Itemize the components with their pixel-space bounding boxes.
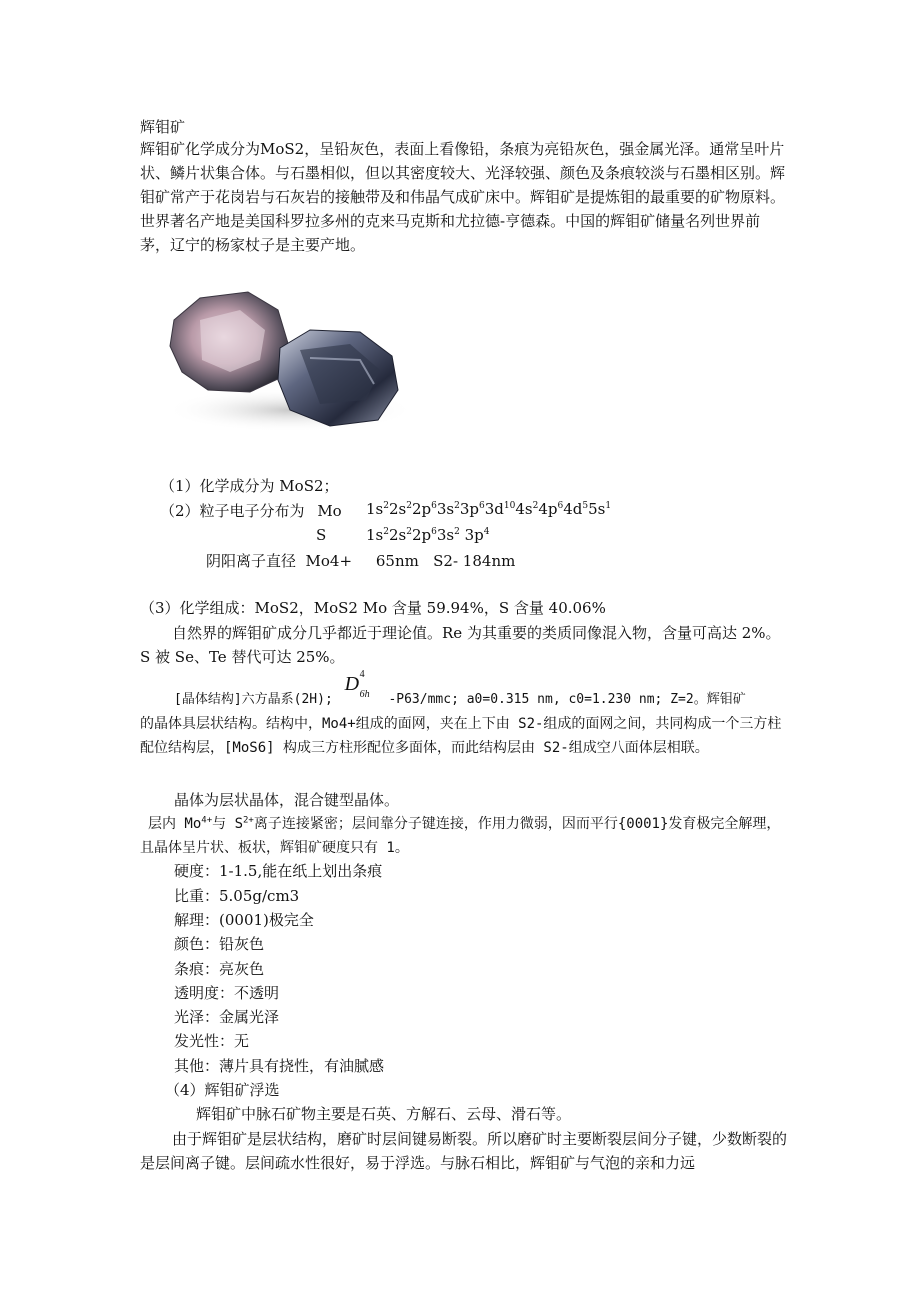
- mo-orbital: 3d: [484, 500, 504, 518]
- property-luminescence: 发光性：无: [174, 1032, 250, 1050]
- mo-label: Mo: [317, 502, 342, 520]
- mo-orbital-electrons: 2: [406, 501, 412, 511]
- item-electron-config: [160, 500, 612, 521]
- property-streak: 条痕：亮灰色: [174, 960, 265, 978]
- mo-orbital: 4s: [515, 500, 533, 518]
- property-other: 其他：薄片具有挠性，有油腻感: [174, 1057, 385, 1075]
- s-label: S: [316, 526, 327, 544]
- intro-paragraph: 辉钼矿化学成分为MoS2，呈铅灰色，表面上看像铅，条痕为亮铅灰色，强金属光泽。通常呈叶片状、鳞片状集合体。与石墨相似，但以其密度较大、光泽较强、颜色及条痕较淡与石墨相区别。辉钼矿常产于花岗岩与石灰岩的接触带及和伟晶气成矿床中。辉钼矿是提炼钼的最重要的矿物原料。世界著名产地是美国科罗拉多州的克来马克斯和尤拉德-亨德森。中国的辉钼矿储量名列世界前茅，辽宁的杨家杖子是主要产地。: [140, 140, 786, 254]
- s-electron-config: [366, 526, 490, 544]
- property-specific-gravity: 比重：5.05g/cm3: [174, 887, 300, 905]
- bond-paragraph: [140, 812, 790, 860]
- s-config-row: [316, 526, 490, 544]
- crystal-structure-label: [晶体结构]六方晶系(2H);: [174, 692, 333, 707]
- mo-orbital-electrons: 2: [532, 501, 539, 511]
- mo-orbital-electrons: 2: [383, 501, 389, 511]
- mo-orbital-electrons: 6: [431, 501, 437, 511]
- mo-orbital-electrons: 5: [582, 501, 589, 511]
- s-orbital: 3p: [459, 526, 484, 544]
- bond-text-1: 层内 Mo: [148, 816, 202, 832]
- s-orbital-electrons: 2: [454, 527, 460, 537]
- space-group-sub: 6h: [359, 689, 370, 700]
- space-group-symbol: [341, 669, 381, 703]
- item-chemical-makeup: （3）化学组成：MoS2，MoS2 Mo 含量 59.94%，S 含量 40.06%: [140, 599, 606, 617]
- mo-orbital-electrons: 10: [503, 501, 516, 511]
- bond-text-2: 与 S: [212, 816, 243, 832]
- electron-config-label: （2）粒子电子分布为: [160, 502, 305, 520]
- ion-diameter: 阴阳离子直径 Mo4+ 65nm S2- 184nm: [206, 552, 516, 570]
- s-orbital-electrons: 2: [383, 527, 389, 537]
- mo-orbital: 3s: [436, 500, 455, 518]
- mo-orbital: 4p: [538, 500, 558, 518]
- s-orbital-electrons: 2: [406, 527, 412, 537]
- mo-orbital: 4d: [563, 500, 583, 518]
- s-orbital: 1s: [366, 526, 384, 544]
- space-group-D: D: [344, 673, 360, 695]
- s-charge: 2+: [243, 815, 254, 826]
- mo-orbital: 5s: [588, 500, 606, 518]
- crystal-structure-params: -P63/mmc; a0=0.315 nm, c0=1.230 nm; Z=2。辉钼矿: [388, 692, 746, 707]
- property-luster: 光泽：金属光泽: [174, 1008, 280, 1026]
- crystal-structure-line: [174, 669, 746, 707]
- s-orbital: 2p: [411, 526, 432, 544]
- mo-charge: 4+: [201, 815, 213, 826]
- mo-orbital-electrons: 2: [454, 501, 460, 511]
- mo-orbital-electrons: 6: [479, 501, 485, 511]
- flotation-reason: 由于辉钼矿是层状结构，磨矿时层间键易断裂。所以磨矿时主要断裂层间分子键，少数断裂的是层间离子键。层间疏水性很好，易于浮选。与脉石相比，辉钼矿与气泡的亲和力远: [140, 1130, 788, 1172]
- s-orbital: 3s: [436, 526, 455, 544]
- bond-text-3: 离子连接紧密；层间靠分子键连接，作用力微弱，因而平行{0001}发育极完全解理，且晶体呈片状、板状，辉钼矿硬度只有 1。: [140, 816, 781, 856]
- property-transparency: 透明度：不透明: [174, 984, 280, 1002]
- mo-electron-config: [366, 500, 611, 518]
- molybdenite-photo: [160, 280, 420, 440]
- mo-orbital-electrons: 6: [557, 501, 564, 511]
- layered-crystal-line: 晶体为层状晶体，混合键型晶体。: [174, 791, 400, 809]
- flotation-heading: （4）辉钼矿浮选: [165, 1081, 280, 1099]
- property-cleavage: 解理：(0001)极完全: [174, 911, 314, 929]
- item-chemical-composition: （1）化学成分为 MoS2；: [160, 477, 339, 495]
- space-group-sup: 4: [359, 669, 365, 680]
- property-hardness: 硬度：1-1.5,能在纸上划出条痕: [174, 862, 383, 880]
- flotation-gangue: 辉钼矿中脉石矿物主要是石英、方解石、云母、滑石等。: [196, 1105, 572, 1123]
- s-orbital-electrons: 4: [483, 527, 490, 537]
- mo-orbital: 2s: [388, 500, 407, 518]
- natural-composition-paragraph: 自然界的辉钼矿成分几乎都近于理论值。Re 为其重要的类质同像混入物，含量可高达 2%。S 被 Se、Te 替代可达 25%。: [140, 624, 781, 666]
- mo-orbital: 1s: [366, 500, 384, 518]
- mo-orbital: 3p: [459, 500, 479, 518]
- s-orbital-electrons: 6: [431, 527, 437, 537]
- s-orbital: 2s: [388, 526, 407, 544]
- property-color: 颜色：铅灰色: [174, 935, 265, 953]
- crystal-structure-paragraph: 的晶体具层状结构。结构中，Mo4+组成的面网，夹在上下由 S2-组成的面网之间，共同构成一个三方柱配位结构层，[MoS6] 构成三方柱形配位多面体，而此结构层由 S2-组成空八面体层相联。: [140, 716, 782, 756]
- page-title: 辉钼矿: [140, 118, 186, 136]
- mo-orbital-electrons: 1: [605, 501, 612, 511]
- mo-orbital: 2p: [411, 500, 432, 518]
